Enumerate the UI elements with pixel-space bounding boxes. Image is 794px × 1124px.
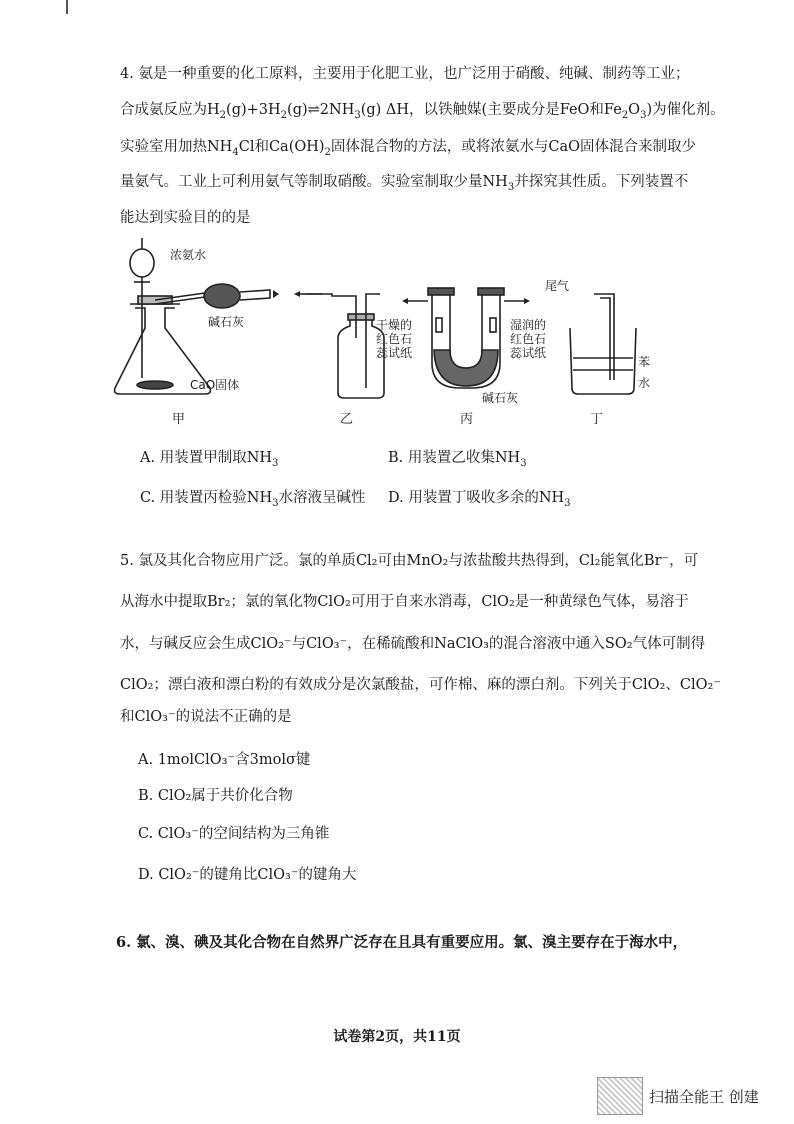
- scanner-watermark: [597, 1077, 759, 1115]
- label-soda-lime-2: 碱石灰: [482, 391, 519, 405]
- label-soda-lime-1: 碱石灰: [208, 315, 245, 329]
- q4-line-5: 能达到实验目的的是: [120, 210, 251, 226]
- label-nh3-water: 浓氨水: [170, 248, 207, 262]
- q5-option-b[interactable]: B. ClO₂属于共价化合物: [138, 788, 293, 804]
- page-footer: 试卷第2页，共11页: [333, 1029, 461, 1045]
- q4-line-4: 量氨气。工业上可利用氨气等制取硝酸。实验室制取少量$NH_3$并探究其性质。下列装置不: [120, 174, 689, 193]
- q6-line-1: 6. 氯、溴、碘及其化合物在自然界广泛存在且具有重要应用。氯、溴主要存在于海水中，: [116, 934, 688, 951]
- q4-line-3: 实验室用加热$NH_4Cl$和$Ca(OH)_2$固体混合物的方法，或将浓氨水与CaO固体混合来制取少: [120, 139, 697, 158]
- label-cao-solid: CaO固体: [190, 378, 240, 392]
- q5-option-d[interactable]: D. ClO₂⁻的键角比ClO₃⁻的键角大: [138, 867, 357, 883]
- q4-option-b[interactable]: B. 用装置乙收集$NH_3$: [388, 450, 527, 469]
- q4-line-1: 4. 氨是一种重要的化工原料，主要用于化肥工业，也广泛用于硝酸、纯碱、制药等工业；: [120, 66, 690, 82]
- caption-yi: 乙: [340, 412, 354, 427]
- q5-line-4: ClO₂；漂白液和漂白粉的有效成分是次氯酸盐，可作棉、麻的漂白剂。下列关于ClO₂、ClO₂⁻: [120, 677, 721, 693]
- q4-option-d[interactable]: D. 用装置丁吸收多余的$NH_3$: [388, 490, 571, 509]
- caption-jia: 甲: [172, 412, 186, 427]
- scan-edge-mark: [66, 0, 68, 14]
- caption-bing: 丙: [460, 412, 474, 427]
- q5-option-c[interactable]: C. ClO₃⁻的空间结构为三角锥: [138, 826, 330, 842]
- q5-line-3: 水，与碱反应会生成ClO₂⁻与ClO₃⁻，在稀硫酸和NaClO₃的混合溶液中通入SO₂气体可制得: [120, 636, 706, 652]
- label-wet-litmus: 湿润的 红色石 蕊试纸: [510, 318, 547, 360]
- q5-line-5: 和ClO₃⁻的说法不正确的是: [120, 709, 292, 725]
- qr-logo-icon: [597, 1077, 643, 1115]
- label-water: 水: [638, 376, 651, 390]
- q5-line-2: 从海水中提取Br₂；氯的氧化物ClO₂可用于自来水消毒，ClO₂是一种黄绿色气体，易溶于: [120, 594, 689, 610]
- label-dry-litmus: 干燥的 红色石 蕊试纸: [376, 318, 413, 360]
- watermark-text: 扫描全能王 创建: [649, 1087, 759, 1106]
- caption-ding: 丁: [590, 412, 604, 427]
- q4-option-a[interactable]: A. 用装置甲制取$NH_3$: [140, 450, 279, 469]
- label-tail-gas: 尾气: [545, 279, 570, 293]
- q5-line-1: 5. 氯及其化合物应用广泛。氯的单质Cl₂可由MnO₂与浓盐酸共热得到，Cl₂能氧化Br⁻，可: [120, 553, 699, 569]
- q4-option-c[interactable]: C. 用装置丙检验$NH_3$水溶液呈碱性: [140, 490, 366, 509]
- q4-line-2: 合成氨反应为$H_2(g)+3H_2(g)\rightleftharpoons 2NH_3(g)$ ΔH，以铁触媒(主要成分是FeO和$Fe_2O_3$)为催化剂。: [120, 102, 725, 121]
- q5-option-a[interactable]: A. 1molClO₃⁻含3molσ键: [138, 752, 311, 768]
- label-benzene: 苯: [638, 355, 651, 369]
